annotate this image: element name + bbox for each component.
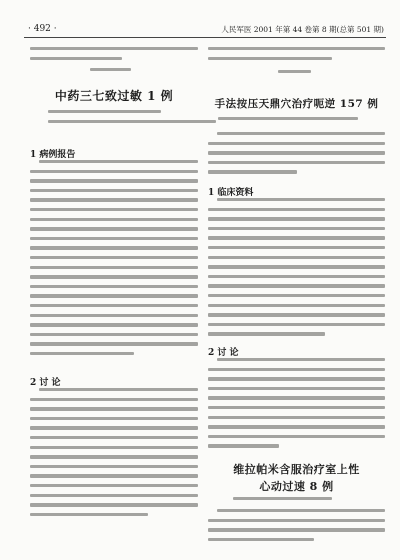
text-line [208, 396, 385, 399]
page-number: · 492 · [28, 24, 57, 34]
article-title-line: 心动过速 8 例 [259, 480, 334, 493]
text-line [208, 377, 385, 380]
text-line [30, 333, 198, 336]
text-line [208, 57, 332, 60]
text-line [208, 151, 385, 154]
text-line [30, 314, 198, 317]
text-line [30, 513, 148, 516]
text-line [208, 416, 385, 419]
text-line [30, 256, 198, 259]
text-line [30, 266, 198, 269]
text-line [208, 313, 385, 316]
text-line [208, 323, 385, 326]
text-line [30, 503, 198, 506]
text-line [39, 388, 198, 391]
text-line [208, 444, 279, 447]
text-line [30, 398, 198, 401]
text-line [30, 198, 198, 201]
text-line [30, 246, 198, 249]
text-line [30, 426, 198, 429]
text-line [208, 208, 385, 211]
text-line [208, 406, 385, 409]
text-line [30, 417, 198, 420]
text-line [217, 358, 385, 361]
text-line [30, 57, 122, 60]
text-line [208, 161, 385, 164]
text-line [30, 237, 198, 240]
text-line [218, 117, 358, 120]
text-line [208, 170, 297, 173]
text-line [30, 285, 198, 288]
text-line [208, 538, 314, 541]
text-line [278, 70, 311, 73]
text-line [208, 368, 385, 371]
text-line [208, 265, 385, 268]
text-line [30, 189, 198, 192]
text-line [30, 179, 198, 182]
text-line [30, 218, 198, 221]
text-line [208, 256, 385, 259]
journal-header: 人民军医 2001 年第 44 卷第 8 期(总第 501 期) [221, 25, 384, 34]
text-line [30, 342, 198, 345]
section-heading: 1 临床资料 [208, 188, 254, 198]
article-title: 手法按压天鼎穴治疗呃逆 157 例 [214, 98, 379, 110]
text-line [30, 294, 198, 297]
text-line [208, 332, 325, 335]
header-rule [24, 37, 386, 38]
text-line [48, 110, 161, 113]
text-line [30, 352, 134, 355]
text-line [208, 519, 385, 522]
text-line [208, 425, 385, 428]
text-line [208, 435, 385, 438]
text-line [30, 304, 198, 307]
text-line [39, 160, 198, 163]
text-line [30, 494, 198, 497]
text-line [30, 227, 198, 230]
text-line [208, 217, 385, 220]
text-line [208, 246, 385, 249]
text-line [90, 68, 131, 71]
text-line [217, 509, 385, 512]
text-line [208, 47, 385, 50]
text-line [208, 294, 385, 297]
text-line [208, 236, 385, 239]
text-line [30, 465, 198, 468]
text-line [208, 275, 385, 278]
text-line [30, 275, 198, 278]
text-line [208, 142, 385, 145]
text-line [208, 284, 385, 287]
text-line [30, 474, 198, 477]
text-line [30, 170, 198, 173]
text-line [208, 227, 385, 230]
text-line [30, 47, 198, 50]
text-line [30, 455, 198, 458]
section-heading: 2 讨 论 [208, 348, 239, 358]
text-line [30, 323, 198, 326]
text-line [30, 208, 198, 211]
text-line [30, 446, 198, 449]
article-title-line: 维拉帕米含服治疗室上性 [233, 463, 360, 476]
text-line [208, 304, 385, 307]
text-line [208, 387, 385, 390]
text-line [48, 120, 216, 123]
text-line [217, 198, 385, 201]
article-title: 中药三七致过敏 1 例 [54, 89, 174, 103]
text-line [217, 132, 385, 135]
text-line [30, 436, 198, 439]
text-line [233, 497, 332, 500]
text-line [30, 484, 198, 487]
text-line [30, 407, 198, 410]
section-heading: 1 病例报告 [30, 150, 76, 160]
text-line [208, 528, 385, 531]
section-heading: 2 讨 论 [30, 378, 61, 388]
